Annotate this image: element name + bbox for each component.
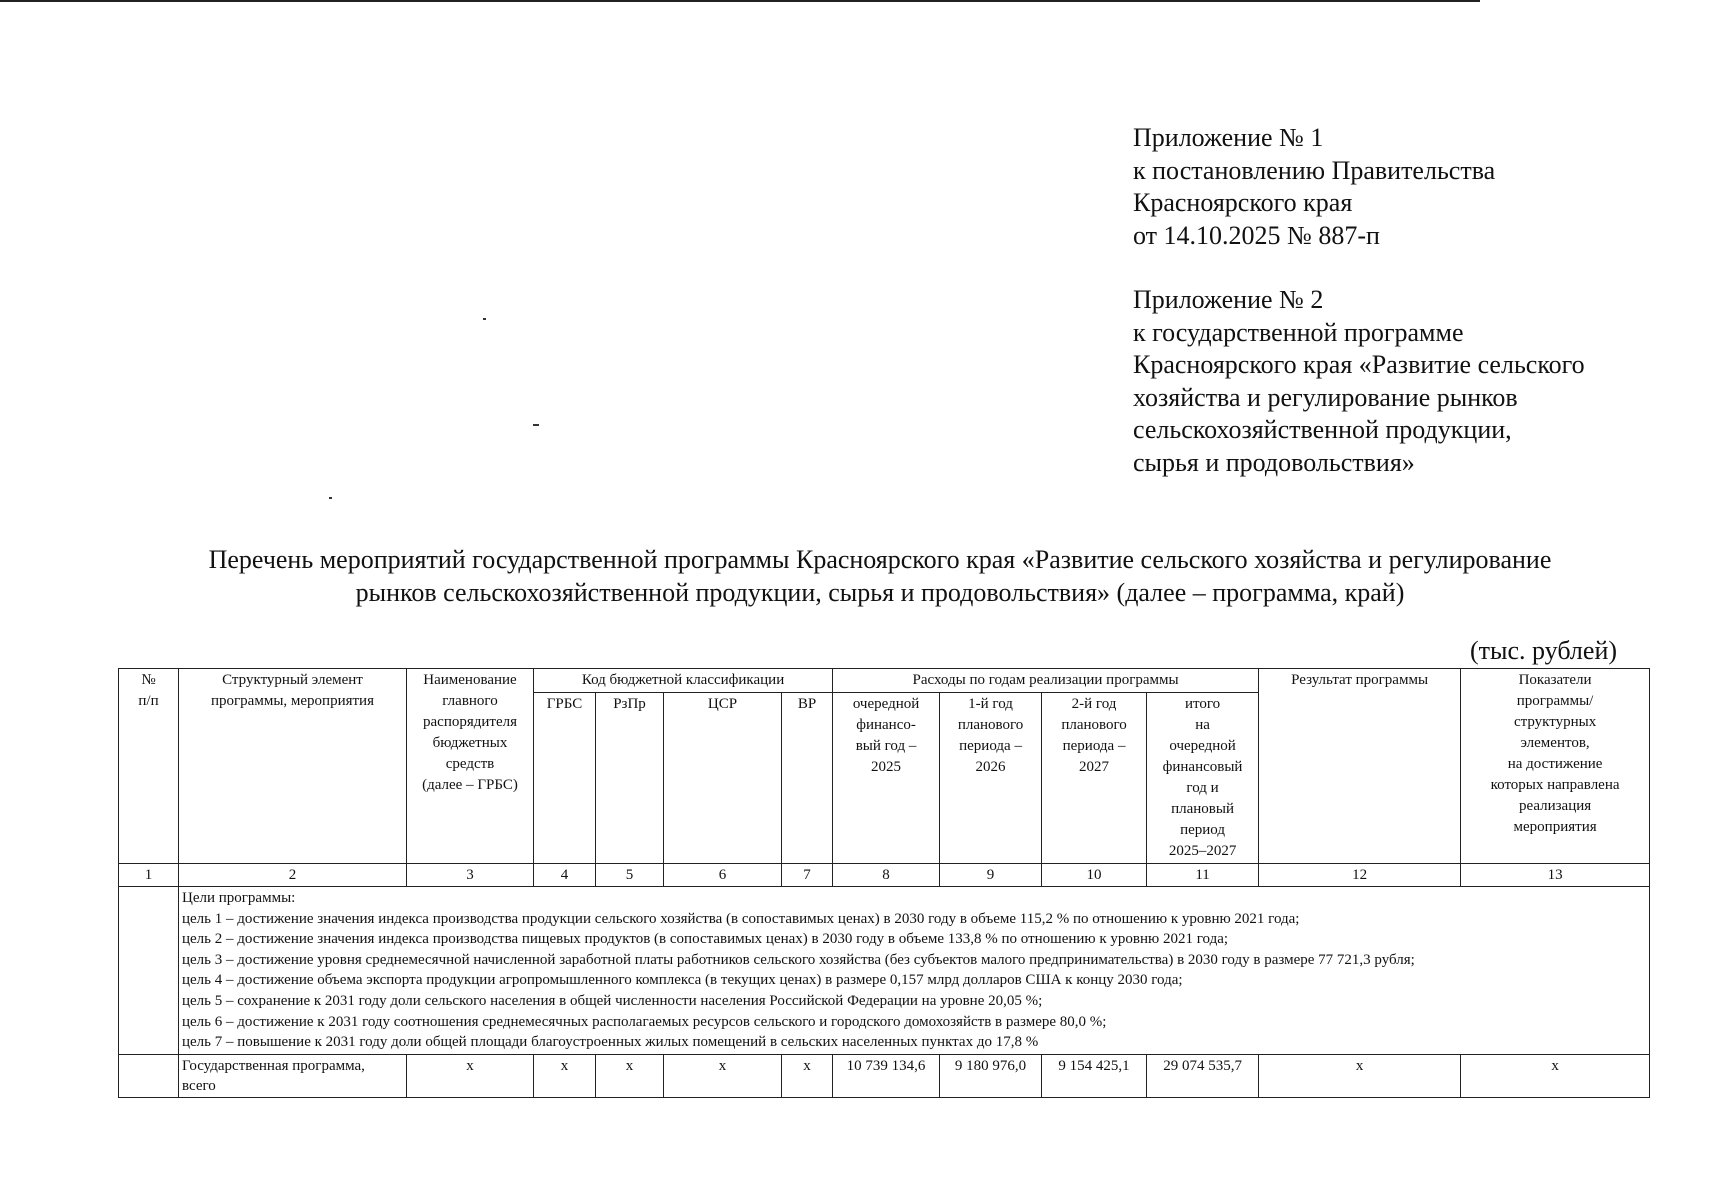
header-expenses: Расходы по годам реализации программы	[833, 669, 1259, 693]
header-text: программы, мероприятия	[211, 693, 374, 709]
total-2026: 9 180 976,0	[940, 1054, 1042, 1097]
header-text: периода –	[959, 738, 1022, 754]
document-title-line: Перечень мероприятий государственной программы Красноярского края «Развитие сельского хозяйства и регулирование	[208, 545, 1552, 574]
goal-item: цель 4 – достижение объема экспорта продукции агропромышленного комплекса (в текущих ценах) в размере 0,157 млрд долларов США к концу 2030 года;	[182, 972, 1183, 989]
goal-item: цель 3 – достижение уровня среднемесячной начисленной заработной платы работников сельского хозяйства (без субъектов малого предпринимательства) в 2030 году в размере 77 721,3 рубля;	[182, 951, 1415, 968]
header-text: планового	[957, 717, 1024, 733]
header-text: 2027	[1079, 759, 1110, 775]
total-vr: х	[782, 1054, 833, 1097]
total-grbs: х	[534, 1054, 596, 1097]
header-text: реализация	[1518, 798, 1592, 814]
header-text: финансовый	[1162, 759, 1243, 775]
header-2026	[940, 693, 1042, 864]
total-row	[119, 1054, 1650, 1097]
header-text: 2025–2027	[1168, 843, 1237, 859]
scan-speck	[329, 497, 332, 499]
header-vr: ВР	[782, 693, 833, 864]
header-text: 2-й год	[1071, 696, 1117, 712]
total-sum: 29 074 535,7	[1147, 1054, 1259, 1097]
appendix-1-line: к постановлению Правительства	[1133, 155, 1496, 185]
column-number: 11	[1147, 864, 1259, 887]
total-rzpr: х	[596, 1054, 664, 1097]
appendix-2-line: хозяйства и регулирование рынков	[1133, 382, 1518, 412]
appendix-1-block	[1133, 122, 1495, 252]
header-grbs: ГРБС	[534, 693, 596, 864]
header-text: п/п	[138, 693, 159, 709]
header-text: 2026	[975, 759, 1006, 775]
header-2027	[1042, 693, 1147, 864]
header-text: на достижение	[1507, 756, 1603, 772]
scan-speck	[533, 424, 539, 426]
header-text: средств	[445, 756, 495, 772]
header-text: финансо-	[856, 717, 916, 733]
header-text: элементов,	[1520, 735, 1590, 751]
appendix-1-line: Красноярского края	[1133, 188, 1353, 217]
header-text: программы/	[1516, 693, 1594, 709]
header-2025	[833, 693, 940, 864]
column-number: 7	[782, 864, 833, 887]
column-number: 12	[1259, 864, 1461, 887]
measures-table	[118, 668, 1650, 1098]
header-indicators	[1461, 669, 1650, 864]
header-element	[179, 669, 407, 864]
header-text: структурных	[1513, 714, 1597, 730]
total-name-line: всего	[182, 1077, 216, 1094]
column-number: 9	[940, 864, 1042, 887]
column-number: 1	[119, 864, 179, 887]
program-goals	[179, 887, 1650, 1055]
column-number: 13	[1461, 864, 1650, 887]
total-name-line: Государственная программа,	[182, 1057, 365, 1074]
goal-item: цель 5 – сохранение к 2031 году доли сельского населения в общей численности населения Российской Федерации на уровне 20,05 %;	[182, 992, 1043, 1009]
header-text: период	[1180, 822, 1226, 838]
goal-item: цель 2 – достижение значения индекса производства пищевых продуктов (в сопоставимых ценах) в 2030 году в объеме 133,8 % по отношению к уровню 2021 года;	[182, 931, 1229, 948]
column-number: 6	[664, 864, 782, 887]
header-row	[119, 669, 1650, 693]
header-text: на	[1195, 717, 1210, 733]
header-text: главного	[442, 693, 498, 709]
total-2025: 10 739 134,6	[833, 1054, 940, 1097]
header-grbs-name	[407, 669, 534, 864]
header-total	[1147, 693, 1259, 864]
header-text: Наименование	[423, 672, 517, 688]
header-text: периода –	[1062, 738, 1126, 754]
header-text: вый год –	[855, 738, 917, 754]
goals-row	[119, 887, 1650, 1055]
top-border-line	[0, 0, 1480, 2]
total-indicators: х	[1461, 1054, 1650, 1097]
total-num	[119, 1054, 179, 1097]
goal-item: цель 6 – достижение к 2031 году соотношения среднемесячных располагаемых ресурсов сельского и городского домохозяйств в размере 80,0 %;	[182, 1013, 1107, 1030]
column-number: 10	[1042, 864, 1147, 887]
header-result: Результат программы	[1259, 669, 1461, 864]
column-number-row	[119, 864, 1650, 887]
appendix-2-line: к государственной программе	[1133, 317, 1464, 347]
goals-heading: Цели программы:	[182, 890, 296, 906]
header-text: которых направлена	[1490, 777, 1620, 793]
header-text: очередной	[852, 696, 920, 712]
column-number: 2	[179, 864, 407, 887]
column-number: 4	[534, 864, 596, 887]
goal-item: цель 7 – повышение к 2031 году доли общей площади благоустроенных жилых помещений в сельских населенных пунктах до 17,8 %	[182, 1034, 1039, 1051]
appendix-2-line: сельскохозяйственной продукции,	[1133, 415, 1512, 444]
total-program-name	[179, 1054, 407, 1097]
header-text: мероприятия	[1513, 819, 1597, 835]
header-text: Показатели	[1518, 672, 1592, 688]
total-csr: х	[664, 1054, 782, 1097]
goal-item: цель 1 – достижение значения индекса производства продукции сельского хозяйства (в сопоставимых ценах) в 2030 году в объеме 115,2 % по отношению к уровню 2021 года;	[182, 910, 1300, 927]
appendix-2-line: сырья и продовольствия»	[1133, 447, 1415, 477]
appendix-2-line: Приложение № 2	[1133, 285, 1324, 314]
column-number: 8	[833, 864, 940, 887]
total-grbs-name: х	[407, 1054, 534, 1097]
header-text: бюджетных	[432, 735, 508, 751]
header-text: плановый	[1171, 801, 1234, 817]
header-text: №	[141, 672, 156, 688]
units-label: (тыс. рублей)	[1470, 636, 1618, 665]
header-text: очередной	[1169, 738, 1236, 754]
header-text: распорядителя	[423, 714, 517, 730]
header-budget-code: Код бюджетной классификации	[534, 669, 833, 693]
total-2027: 9 154 425,1	[1042, 1054, 1147, 1097]
total-result: х	[1259, 1054, 1461, 1097]
header-text: (далее – ГРБС)	[422, 777, 518, 793]
header-text: 1-й год	[968, 696, 1013, 712]
goals-num-cell	[119, 887, 179, 1055]
appendix-1-line: Приложение № 1	[1133, 123, 1324, 152]
header-csr: ЦСР	[664, 693, 782, 864]
appendix-1-line: от 14.10.2025 № 887-п	[1133, 220, 1380, 250]
header-rzpr: РзПр	[596, 693, 664, 864]
header-text: планового	[1061, 717, 1127, 733]
appendix-2-block	[1133, 284, 1585, 479]
column-number: 5	[596, 864, 664, 887]
column-number: 3	[407, 864, 534, 887]
document-title-line: рынков сельскохозяйственной продукции, сырья и продовольствия» (далее – программа, край)	[355, 578, 1405, 607]
header-text: Структурный элемент	[222, 672, 363, 688]
appendix-2-line: Красноярского края «Развитие сельского	[1133, 350, 1585, 379]
document-title	[120, 543, 1640, 609]
scan-speck	[483, 318, 486, 320]
header-text: год и	[1186, 780, 1219, 796]
header-num	[119, 669, 179, 864]
header-text: 2025	[871, 759, 902, 775]
header-text: итого	[1184, 696, 1221, 712]
